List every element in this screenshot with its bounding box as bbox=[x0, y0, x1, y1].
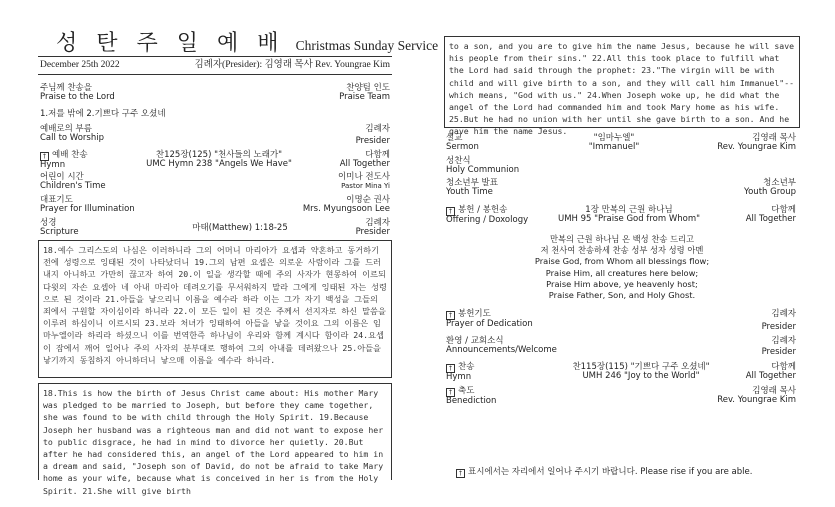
service-date: December 25th 2022 bbox=[40, 60, 120, 70]
scripture-english-box bbox=[38, 383, 392, 496]
title-korean: 성 탄 주 일 예 배 bbox=[56, 31, 285, 56]
scripture-english-text-1: 18.This is how the birth of Jesus Christ came about: His mother Mary was pledged to be married to Joseph, but before they came together, she was found to be with child through the Holy Spirit. 19.Because Joseph her husband was a righteous man and did not want to expose her to public disgrace, he had in mind to divorce her quietly. 20.But after he had considered this, an angel of the Lord appeared to him in a dream and said, "Joseph son of David, do not be afraid to take Mary home as your wife, because what is conceived in her is from the Holy Spirit. 21.She will give birth bbox=[43, 388, 384, 496]
footnote bbox=[456, 465, 752, 478]
doxology-line: Praise Father, Son, and Holy Ghost. bbox=[548, 290, 696, 301]
order-item-call-to-worship: 예배로의 부름 Call to Worship 김례자 Presider bbox=[40, 124, 390, 146]
order-item-benediction: † 축도 Benediction 김영래 목사 Rev. Youngrae Kim bbox=[446, 386, 796, 406]
order-item-sermon: 설교 Sermon "임마누엘" "Immanuel" 김영래 목사 Rev. Youngrae Kim bbox=[446, 133, 796, 152]
order-item-praise-songs: 1.저를 밖에 2.기쁘다 구주 오셨네 bbox=[40, 109, 166, 119]
order-item-closing-hymn: † 찬송 Hymn 찬115장(115) "기쁘다 구주 오셨네" UMH 246 "Joy to the World" 다함께 All Together bbox=[446, 362, 796, 382]
order-item-announcements: 환영 / 교회소식 Announcements/Welcome 김례자 Presider bbox=[446, 336, 796, 357]
order-item-praise: 주님께 찬송을 Praise to the Lord 찬양팀 인도 Praise Team bbox=[40, 83, 390, 102]
scripture-korean-box bbox=[38, 240, 392, 378]
stand-icon: † bbox=[446, 364, 455, 373]
order-item-scripture: 성경 Scripture 마태(Matthew) 1:18-25 김례자 Presider bbox=[40, 218, 390, 237]
footnote-text: 표시에서는 자리에서 일어나 주시기 바랍니다. Please rise if you are able. bbox=[468, 467, 753, 477]
doxology-line: 만복의 근원 하나님 온 백성 찬송 드리고 bbox=[549, 234, 695, 244]
stand-icon: † bbox=[456, 469, 465, 478]
order-item-communion: 성찬식 Holy Communion bbox=[446, 156, 520, 175]
stand-icon: † bbox=[446, 311, 455, 320]
order-item-prayer: 대표기도 Prayer for Illumination 이명순 권사 Mrs. Myungsoon Lee bbox=[40, 195, 390, 214]
order-item-hymn: † 예배 찬송 Hymn 찬125장(125) "천사들의 노래가" UMC Hymn 238 "Angels We Have" 다함께 All Together bbox=[40, 150, 390, 170]
doxology-line: Praise Him above, ye heavenly host; bbox=[546, 278, 698, 289]
presider-line: 김례자(Presider): 김영래 목사 Rev. Youngrae Kim bbox=[194, 60, 390, 70]
order-item-childrens-time: 어린이 시간 Children's Time 이미나 전도사 Pastor Mina Yi bbox=[40, 172, 390, 191]
doxology-line: Praise Him, all creatures here below; bbox=[545, 267, 699, 278]
scripture-korean-text: 18.예수 그리스도의 나심은 이러하니라 그의 어머니 마리아가 요셉과 약혼하고 동거하기 전에 성령으로 잉태된 것이 나타났더니 19.그의 남편 요셉은 의로운 사람이라 그를 드러내지 아니하고 가만히 끊고자 하여 20.이 일을 생각할 때에 주의 사자가 현몽하여 이르되 다윗의 자손 요셉아 네 아내 마리아 데려오기를 무서워하지 말라 그에게 잉태된 자는 성령으로 된 것이라 21.아들을 낳으리니 이름을 예수라 하라 이는 그가 자기 백성을 그들의 죄에서 구원할 자이심이라 하니라 22.이 모든 일이 된 것은 주께서 선지자로 하신 말씀을 이루려 하심이니 이르시되 23.보라 처녀가 잉태하여 아들을 낳을 것이요 그의 이름은 임마누엘이라 하리라 하셨으니 이를 번역한즉 하나님이 우리와 함께 계시다 함이라 24.요셉이 잠에서 깨어 일어나 주의 사자의 분부대로 행하여 그의 아내를 데려왔으나 25.아들을 낳기까지 동침하지 아니하더니 낳으매 이름을 예수라 하니라. bbox=[43, 245, 387, 365]
scripture-english-continued-box bbox=[444, 36, 800, 137]
date-header bbox=[38, 56, 392, 75]
doxology-lyrics bbox=[444, 234, 800, 301]
doxology-line: Praise God, from Whom all blessings flow; bbox=[534, 256, 710, 267]
stand-icon: † bbox=[40, 152, 49, 161]
scripture-english-text-2: to a son, and you are to give him the name Jesus, because he will save his people from their sins." 22.All this took place to fulfill what the Lord had said through the prophet: 23."The virgin will be with child and will give birth to a son, and they will call him Immanuel"--which means, "God with us." 24.When Joseph woke up, he did what the angel of the Lord had commanded him and took Mary home as his wife. 25.But he had no union with her until she gave birth to a son. And he gave him the name Jesus. bbox=[449, 41, 795, 137]
order-item-youth-time: 청소년부 발표 Youth Time 청소년부 Youth Group bbox=[446, 178, 796, 197]
doxology-line: 저 천사여 찬송하세 찬송 성부 성자 성령 아멘 bbox=[540, 245, 704, 256]
stand-icon: † bbox=[446, 207, 455, 216]
order-item-dedication: † 봉헌기도 Prayer of Dedication 김례자 Presider bbox=[446, 309, 796, 332]
title-english: Christmas Sunday Service bbox=[295, 38, 439, 53]
page-title bbox=[56, 26, 439, 57]
order-item-offering: † 봉헌 / 봉헌송 Offering / Doxology 1장 만복의 근원 하나님 UMH 95 "Praise God from Whom" 다함께 All Together bbox=[446, 205, 796, 225]
stand-icon: † bbox=[446, 388, 455, 397]
